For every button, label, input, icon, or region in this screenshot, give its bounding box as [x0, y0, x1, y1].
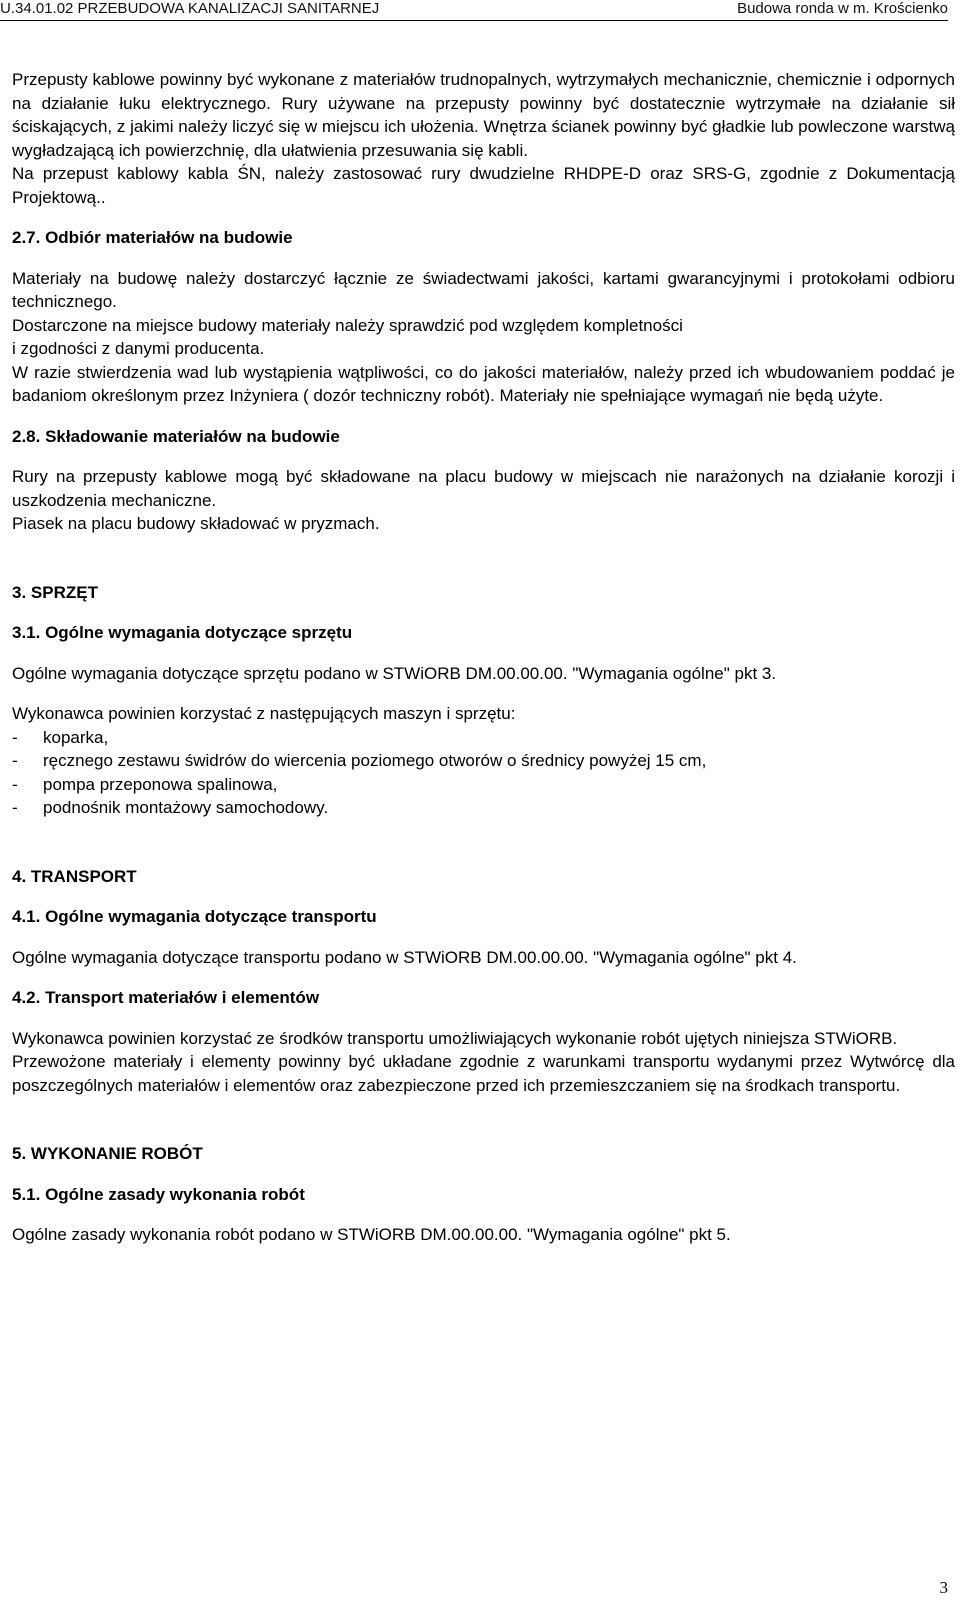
paragraph-transport-means: Wykonawca powinien korzystać ze środków transportu umożliwiających wykonanie robót ujętych niniejsza STWiORB. — [12, 1028, 898, 1048]
heading-4-2: 4.2. Transport materiałów i elementów — [12, 988, 320, 1007]
paragraph-transport-loading: Przewożone materiały i elementy powinny być układane zgodnie z warunkami transportu wydanymi przez Wytwórcę dla poszczególnych materiałów i elementów oraz zabezpieczone przed ich przemieszczaniem się na środkach transportu. — [12, 1052, 955, 1095]
list-item: - pompa przeponowa spalinowa, — [12, 773, 955, 797]
paragraph-equipment-general: Ogólne wymagania dotyczące sprzętu podano w STWiORB DM.00.00.00. "Wymagania ogólne" pkt 3. — [12, 663, 777, 683]
page-header — [0, 0, 960, 20]
paragraph-conduits: Przepusty kablowe powinny być wykonane z materiałów trudnopalnych, wytrzymałych mechanicznie, chemicznie i odpornych na działanie łuku elektrycznego. Rury używane na przepusty powinny być dostatecznie wytrzymałe na działanie sił ściskających, z jakimi należy liczyć się w miejscu ich ułożenia. Wnętrza ścianek powinny być gładkie lub powleczone warstwą wygładzającą ich powierzchnię, dla ułatwienia przesuwania się kabli. — [12, 70, 955, 160]
heading-4: 4. TRANSPORT — [12, 866, 137, 886]
paragraph-equipment-intro: Wykonawca powinien korzystać z następujących maszyn i sprzętu: — [12, 704, 516, 723]
list-item: - koparka, — [12, 726, 955, 750]
heading-2-7: 2.7. Odbiór materiałów na budowie — [12, 228, 293, 247]
header-document-code: U.34.01.02 PRZEBUDOWA KANALIZACJI SANITARNEJ — [0, 0, 380, 17]
paragraph-storage-sand: Piasek na placu budowy składować w pryzmach. — [12, 514, 380, 533]
heading-3-1: 3.1. Ogólne wymagania dotyczące sprzętu — [12, 623, 353, 642]
heading-2-8: 2.8. Składowanie materiałów na budowie — [12, 426, 340, 446]
header-rule — [0, 20, 948, 21]
heading-4-1: 4.1. Ogólne wymagania dotyczące transportu — [12, 907, 377, 926]
document-body — [12, 68, 955, 1247]
paragraph-transport-general: Ogólne wymagania dotyczące transportu podano w STWiORB DM.00.00.00. "Wymagania ogólne" pkt 4. — [12, 947, 797, 967]
equipment-list — [12, 726, 955, 820]
paragraph-check-line1: Dostarczone na miejsce budowy materiały należy sprawdzić pod względem kompletności — [12, 315, 683, 335]
heading-5-1: 5.1. Ogólne zasady wykonania robót — [12, 1184, 305, 1204]
paragraph-delivery: Materiały na budowę należy dostarczyć łącznie ze świadectwami jakości, kartami gwarancyjnymi i protokołami odbioru technicznego. — [12, 268, 955, 311]
heading-5: 5. WYKONANIE ROBÓT — [12, 1144, 203, 1163]
page-number: 3 — [939, 1578, 948, 1597]
list-item: - podnośnik montażowy samochodowy. — [12, 796, 955, 820]
paragraph-defects: W razie stwierdzenia wad lub wystąpienia wątpliwości, co do jakości materiałów, należy przed ich wbudowaniem poddać je badaniom określonym przez Inżyniera ( dozór techniczny robót). Materiały nie spełniające wymagań nie będą użyte. — [12, 362, 955, 405]
paragraph-conduit-pipes: Na przepust kablowy kabla ŚN, należy zastosować rury dwudzielne RHDPE-D oraz SRS-G, zgodnie z Dokumentacją Projektową.. — [12, 164, 955, 207]
header-project-name: Budowa ronda w m. Krościenko — [737, 0, 948, 17]
paragraph-check-line2: i zgodności z danymi producenta. — [12, 339, 265, 358]
paragraph-works-general: Ogólne zasady wykonania robót podano w STWiORB DM.00.00.00. "Wymagania ogólne" pkt 5. — [12, 1225, 731, 1244]
list-item: - ręcznego zestawu świdrów do wiercenia poziomego otworów o średnicy powyżej 15 cm, — [12, 749, 955, 773]
paragraph-storage-pipes: Rury na przepusty kablowe mogą być składowane na placu budowy w miejscach nie narażonych na działanie korozji i uszkodzenia mechaniczne. — [12, 467, 955, 510]
heading-3: 3. SPRZĘT — [12, 582, 98, 602]
